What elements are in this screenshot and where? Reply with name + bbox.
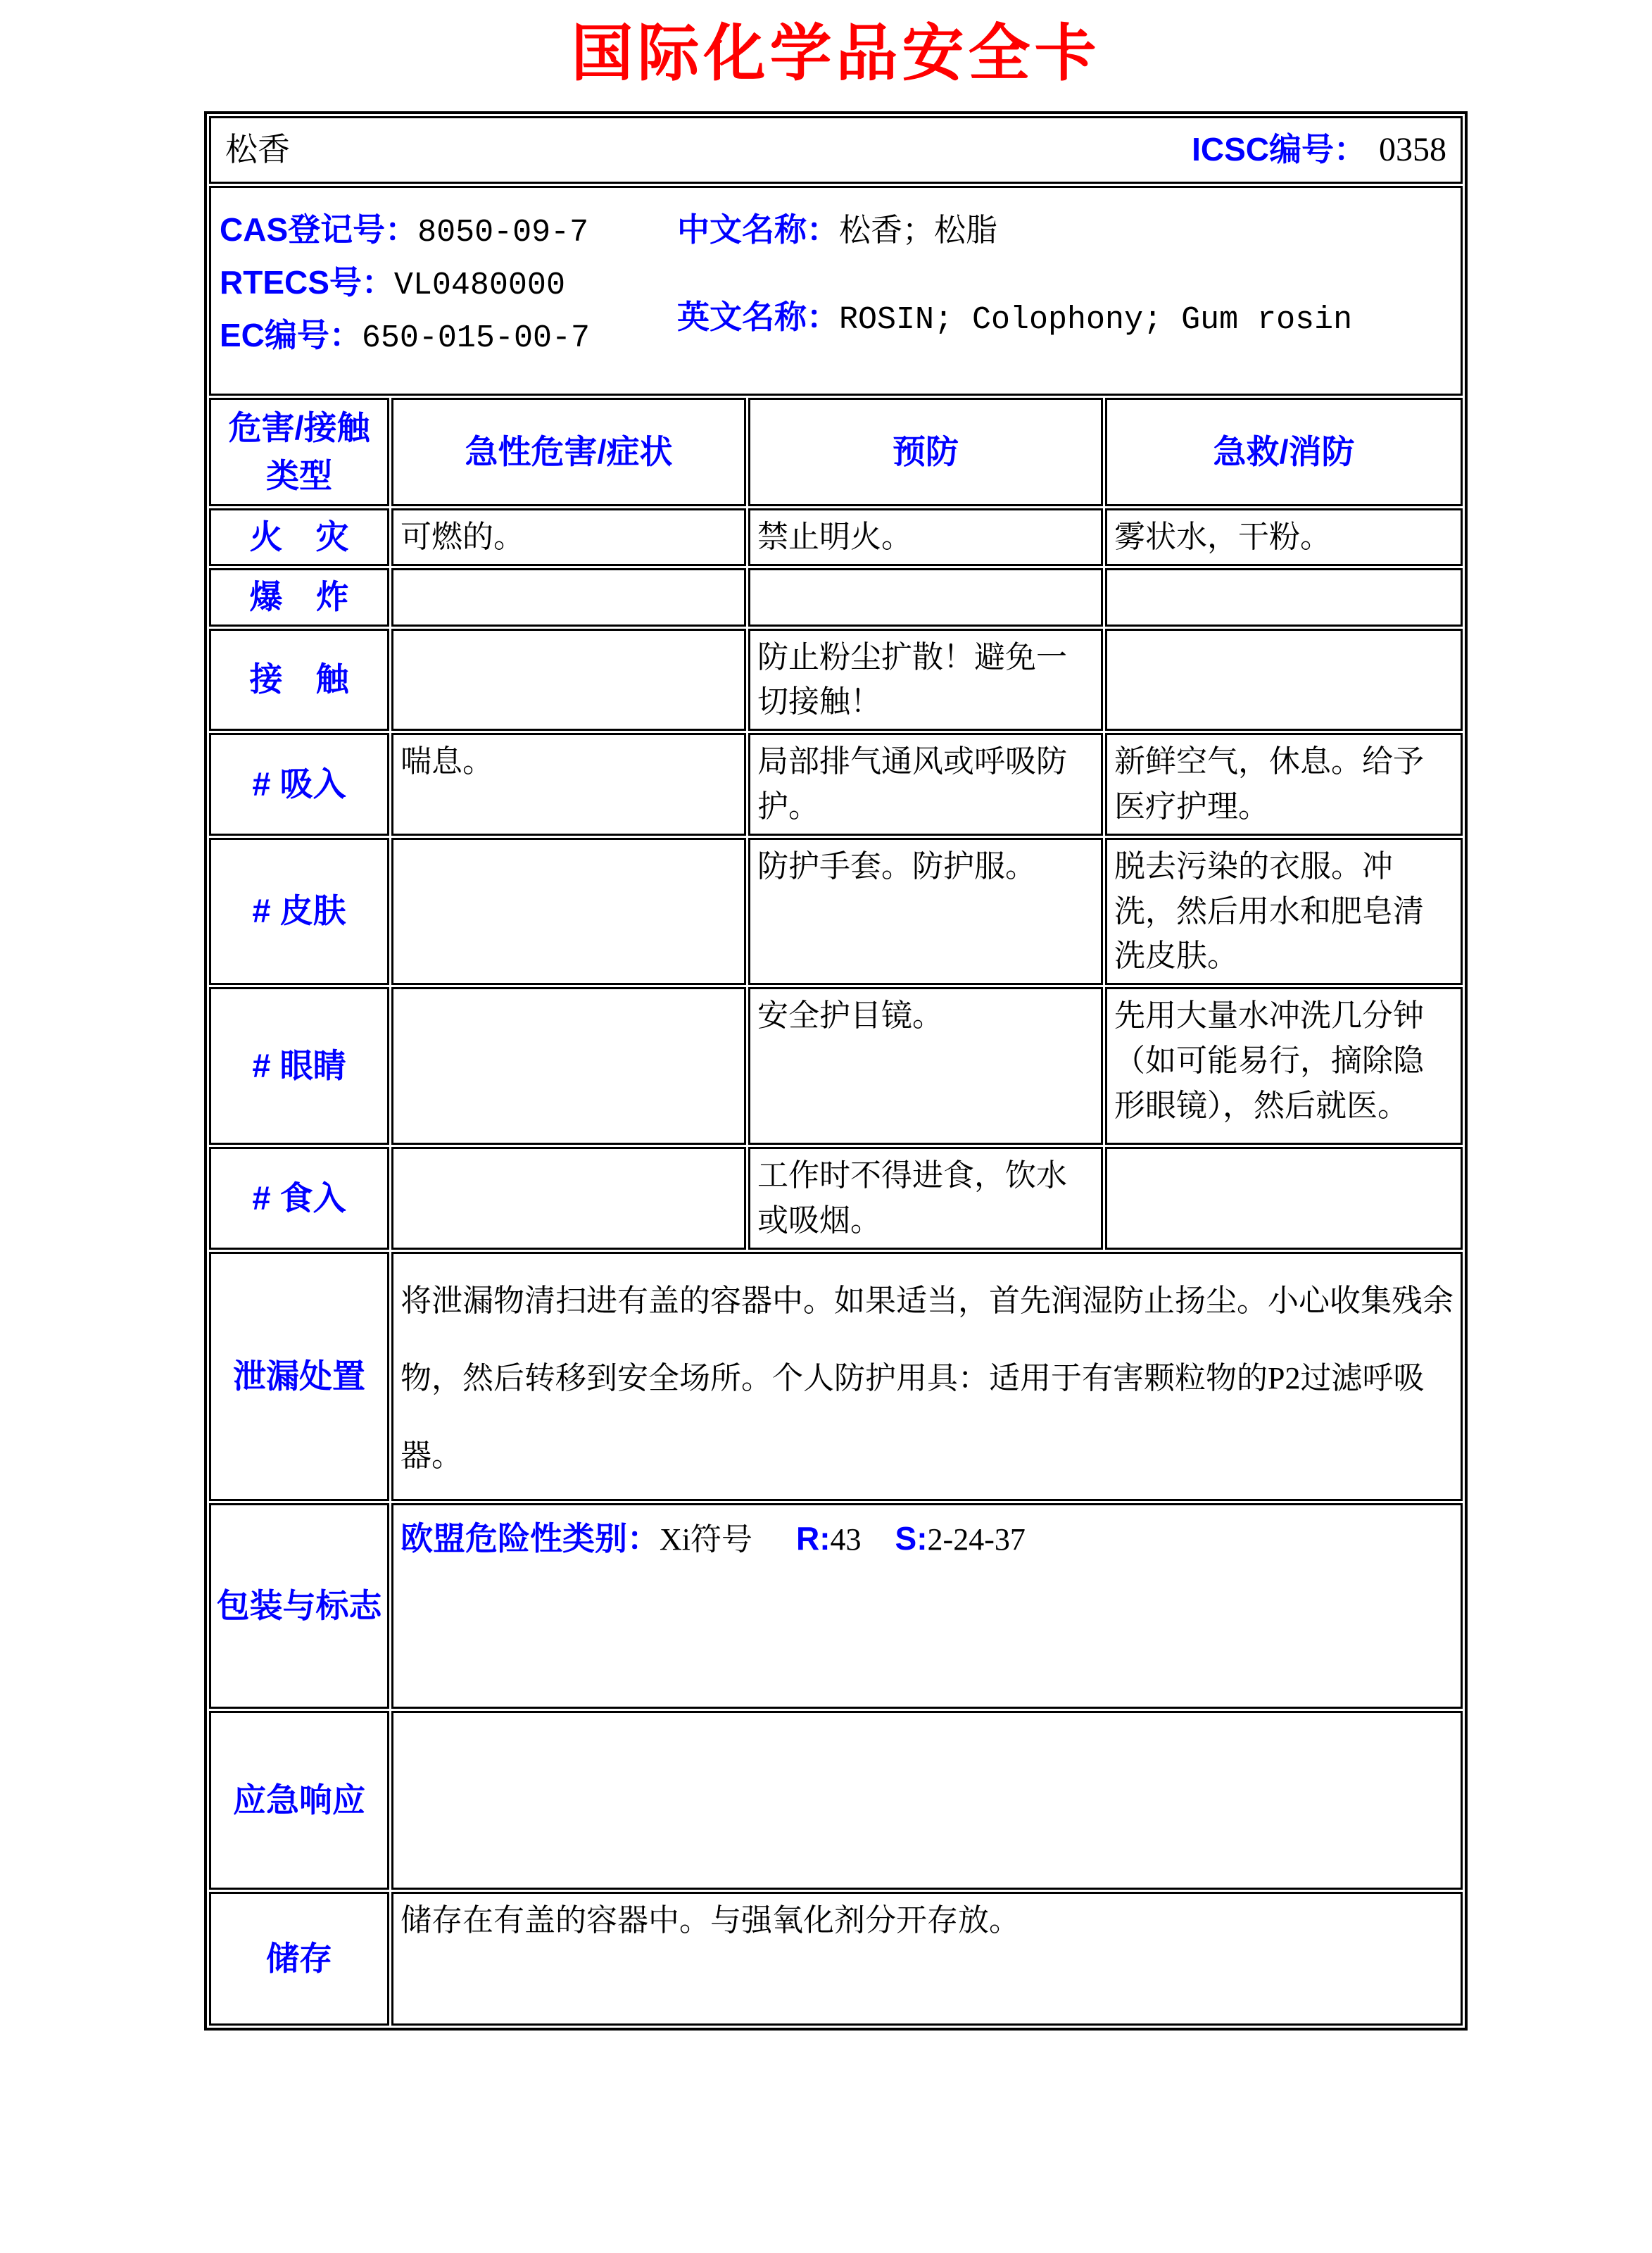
row-label-inhalation: # 吸入 <box>209 733 389 836</box>
substance-name: 松香 <box>225 131 290 168</box>
rtecs-value: VL0480000 <box>393 268 565 303</box>
rtecs-label: RTECS号： <box>220 264 394 301</box>
symptoms-cell-eyes <box>391 987 746 1145</box>
hazard-row-fire <box>209 508 1463 566</box>
cas-line <box>220 205 590 258</box>
hazard-row-ingestion <box>209 1147 1463 1250</box>
emergency-text-cell <box>391 1711 1463 1890</box>
english-name-line <box>677 294 1352 343</box>
symptoms-header: 急性危害/症状 <box>391 398 746 506</box>
firstaid-cell-explosion <box>1105 568 1463 626</box>
cas-label: CAS登记号： <box>220 211 418 248</box>
english-name-label: 英文名称： <box>677 299 839 335</box>
icsc-number-label: ICSC编号： <box>1192 131 1366 168</box>
firstaid-cell-skin: 脱去污染的衣服。冲洗，然后用水和肥皂清洗皮肤。 <box>1105 838 1463 985</box>
hazard-type-header <box>209 398 389 506</box>
row-label-skin: # 皮肤 <box>209 838 389 985</box>
s-phrase-value: 2-24-37 <box>927 1521 1026 1557</box>
firstaid-cell-inhalation: 新鲜空气，休息。给予医疗护理。 <box>1105 733 1463 836</box>
prevention-cell-contact: 防止粉尘扩散！避免一切接触！ <box>748 629 1103 732</box>
card-header-cell <box>209 116 1463 184</box>
spillage-label: 泄漏处置 <box>209 1252 389 1501</box>
prevention-cell-eyes: 安全护目镜。 <box>748 987 1103 1145</box>
packaging-label: 包装与标志 <box>209 1503 389 1709</box>
symptoms-cell-fire: 可燃的。 <box>391 508 746 566</box>
s-phrase-label: S: <box>895 1519 928 1557</box>
identifiers-row <box>209 186 1463 396</box>
registry-numbers <box>220 205 590 363</box>
symptoms-cell-contact <box>391 629 746 732</box>
firstaid-cell-ingestion <box>1105 1147 1463 1250</box>
r-phrase-value: 43 <box>830 1521 862 1557</box>
prevention-cell-ingestion: 工作时不得进食，饮水或吸烟。 <box>748 1147 1103 1250</box>
hazard-type-header-line2: 类型 <box>266 457 332 495</box>
english-name-value: ROSIN; Colophony; Gum rosin <box>839 302 1353 338</box>
prevention-cell-fire: 禁止明火。 <box>748 508 1103 566</box>
emergency-label: 应急响应 <box>209 1711 389 1890</box>
chinese-name-label: 中文名称： <box>677 211 839 248</box>
storage-text-cell: 储存在有盖的容器中。与强氧化剂分开存放。 <box>391 1892 1463 2026</box>
hazard-row-inhalation <box>209 733 1463 836</box>
safety-card <box>204 111 1468 2031</box>
spillage-text: 将泄漏物清扫进有盖的容器中。如果适当，首先润湿防止扬尘。小心收集残余物，然后转移到安全场所。个人防护用具：适用于有害颗粒物的P2过滤呼吸器。 <box>401 1283 1454 1473</box>
symptoms-cell-skin <box>391 838 746 985</box>
icsc-number-value: 0358 <box>1379 131 1446 169</box>
prevention-cell-inhalation: 局部排气通风或呼吸防护。 <box>748 733 1103 836</box>
firstaid-header: 急救/消防 <box>1105 398 1463 506</box>
eu-class-label: 欧盟危险性类别： <box>401 1519 660 1557</box>
hazard-row-eyes <box>209 987 1463 1145</box>
prevention-header: 预防 <box>748 398 1103 506</box>
hazard-header-row <box>209 398 1463 506</box>
ec-line <box>220 310 590 363</box>
hazard-row-contact <box>209 629 1463 732</box>
firstaid-cell-contact <box>1105 629 1463 732</box>
spillage-row <box>209 1252 1463 1501</box>
symptoms-cell-explosion <box>391 568 746 626</box>
row-label-contact: 接 触 <box>209 629 389 732</box>
identifiers-cell <box>209 186 1463 396</box>
prevention-cell-skin: 防护手套。防护服。 <box>748 838 1103 985</box>
ec-value: 650-015-00-7 <box>361 320 590 356</box>
storage-label: 储存 <box>209 1892 389 2026</box>
hazard-type-header-line1: 危害/接触 <box>228 409 370 446</box>
chinese-name-line <box>677 206 997 253</box>
cas-value: 8050-09-7 <box>417 215 589 251</box>
spillage-text-cell <box>391 1252 1463 1501</box>
prevention-cell-explosion <box>748 568 1103 626</box>
eu-class-value: Xi符号 <box>660 1521 752 1557</box>
row-label-eyes: # 眼睛 <box>209 987 389 1145</box>
symptoms-cell-inhalation: 喘息。 <box>391 733 746 836</box>
row-label-fire: 火 灾 <box>209 508 389 566</box>
symptoms-cell-ingestion <box>391 1147 746 1250</box>
r-phrase-label: R: <box>796 1519 831 1557</box>
row-label-explosion: 爆 炸 <box>209 568 389 626</box>
page-title: 国际化学品安全卡 <box>571 20 1101 89</box>
ec-label: EC编号： <box>220 317 362 353</box>
card-header-row <box>209 116 1463 184</box>
firstaid-cell-fire: 雾状水，干粉。 <box>1105 508 1463 566</box>
rtecs-line <box>220 258 590 310</box>
firstaid-cell-eyes: 先用大量水冲洗几分钟（如可能易行，摘除隐形眼镜），然后就医。 <box>1105 987 1463 1145</box>
hazard-row-skin <box>209 838 1463 985</box>
packaging-row <box>209 1503 1463 1709</box>
hazard-row-explosion <box>209 568 1463 626</box>
emergency-row <box>209 1711 1463 1890</box>
row-label-ingestion: # 食入 <box>209 1147 389 1250</box>
storage-row <box>209 1892 1463 2026</box>
packaging-text-cell <box>391 1503 1463 1709</box>
safety-card-table <box>204 111 1468 2031</box>
chinese-name-value: 松香；松脂 <box>839 213 998 248</box>
icsc-number <box>1192 125 1446 175</box>
